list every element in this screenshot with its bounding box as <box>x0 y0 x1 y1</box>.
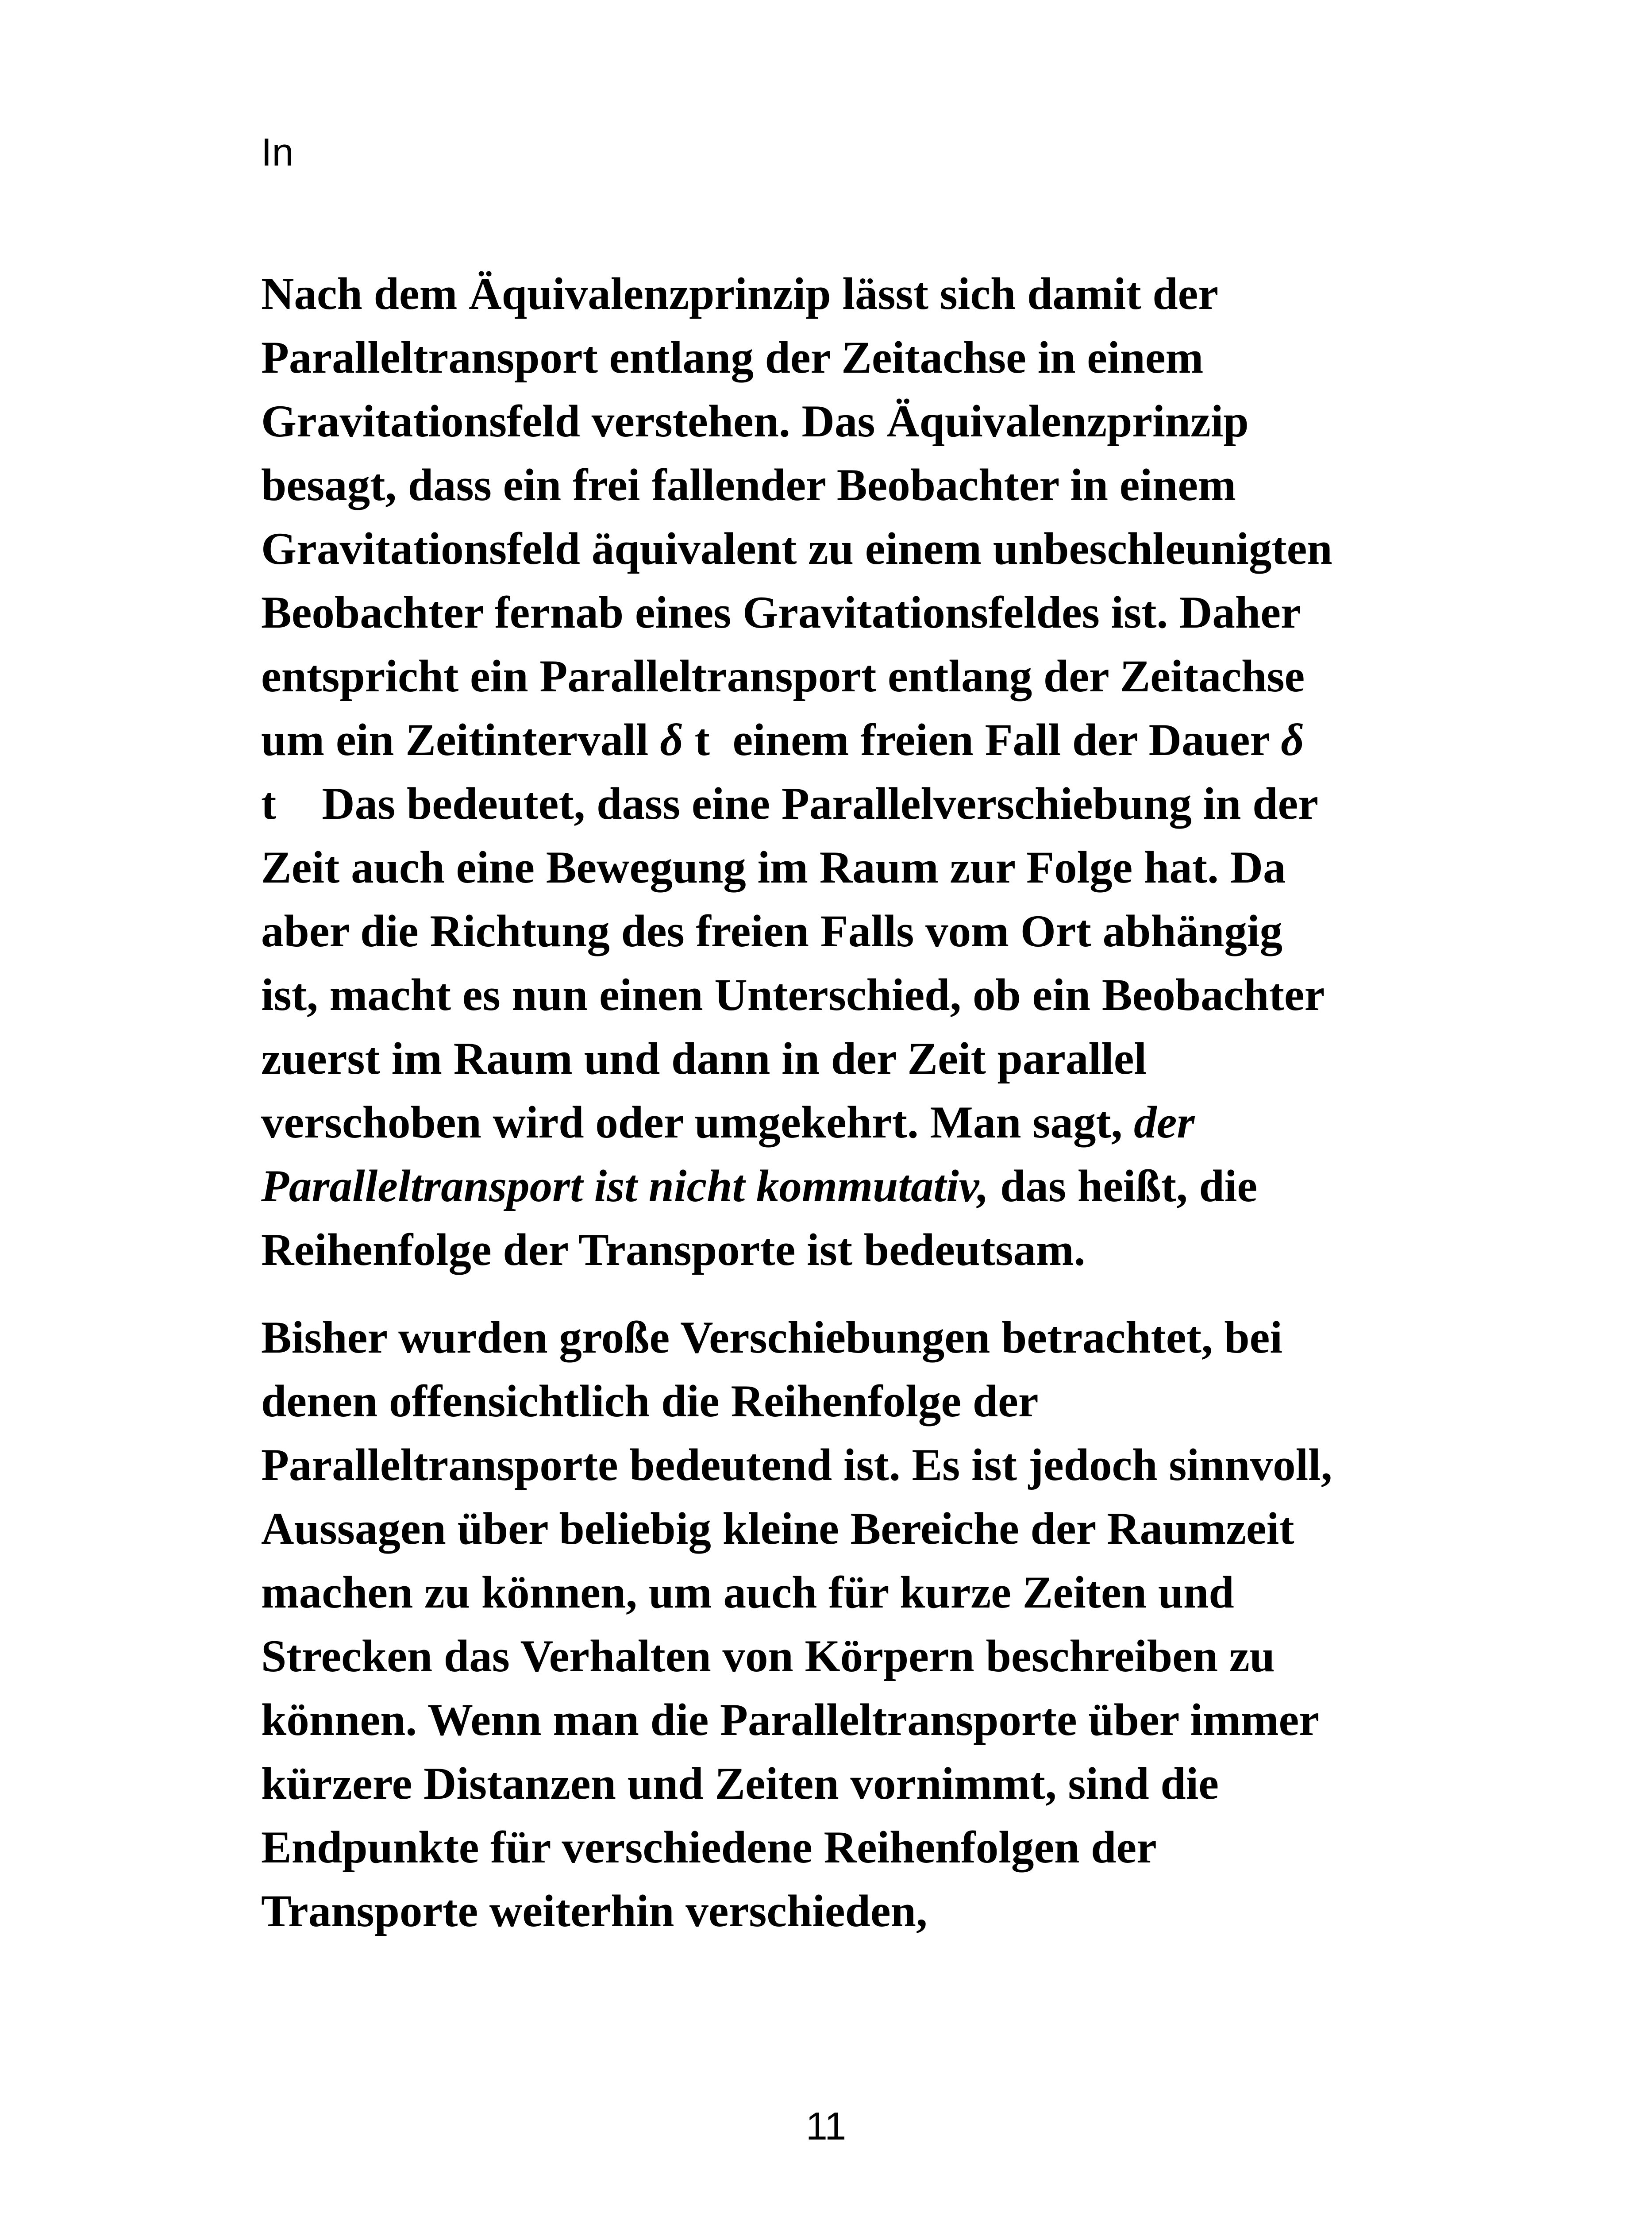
text-run: Aussagen über beliebig kleine Bereiche der Raumzeit <box>261 1504 1294 1554</box>
text-run: um ein Zeitintervall <box>261 715 660 765</box>
text-run: denen offensichtlich die Reihenfolge der <box>261 1376 1039 1426</box>
text-run: Gravitationsfeld äquivalent zu einem unbeschleunigten <box>261 524 1332 574</box>
emphasis-text: Paralleltransport ist nicht kommutativ, <box>261 1161 989 1211</box>
paragraph <box>261 262 1421 1282</box>
text-line <box>261 772 1421 836</box>
text-line <box>261 1306 1421 1369</box>
text-run: Transporte weiterhin verschieden, <box>261 1886 928 1936</box>
text-line <box>261 1879 1421 1943</box>
text-run: zuerst im Raum und dann in der Zeit parallel <box>261 1033 1147 1084</box>
text-line <box>261 1091 1421 1154</box>
delta-symbol: δ <box>1281 715 1304 765</box>
text-run: ist, macht es nun einen Unterschied, ob ein Beobachter <box>261 970 1325 1020</box>
text-run: entspricht ein Paralleltransport entlang der Zeitachse <box>261 651 1305 702</box>
emphasis-text: der <box>1134 1097 1195 1148</box>
running-head: In <box>261 130 294 174</box>
text-line <box>261 1816 1421 1879</box>
paragraph <box>261 1306 1421 1943</box>
body-text <box>261 262 1421 1943</box>
text-line <box>261 1433 1421 1497</box>
text-line <box>261 1154 1421 1218</box>
text-line <box>261 517 1421 581</box>
text-run: besagt, dass ein frei fallender Beobachter in einem <box>261 460 1236 510</box>
text-line <box>261 1624 1421 1688</box>
text-line <box>261 1752 1421 1816</box>
text-run: t Das bedeutet, dass eine Parallelverschiebung in der <box>261 779 1318 829</box>
text-run: machen zu können, um auch für kurze Zeiten und <box>261 1567 1234 1618</box>
text-line <box>261 389 1421 453</box>
text-line <box>261 262 1421 326</box>
text-line <box>261 326 1421 389</box>
text-line <box>261 453 1421 517</box>
text-line <box>261 1688 1421 1752</box>
text-run: Endpunkte für verschiedene Reihenfolgen der <box>261 1822 1157 1873</box>
text-run: verschoben wird oder umgekehrt. Man sagt, <box>261 1097 1134 1148</box>
text-run: Paralleltransporte bedeutend ist. Es ist jedoch sinnvoll, <box>261 1440 1332 1490</box>
text-line <box>261 1027 1421 1091</box>
text-line <box>261 963 1421 1027</box>
text-run: Strecken das Verhalten von Körpern beschreiben zu <box>261 1631 1275 1681</box>
text-line <box>261 1369 1421 1433</box>
text-run: Zeit auch eine Bewegung im Raum zur Folge hat. Da <box>261 842 1286 893</box>
text-line <box>261 899 1421 963</box>
text-line <box>261 644 1421 708</box>
text-line <box>261 581 1421 644</box>
text-run: können. Wenn man die Paralleltransporte über immer <box>261 1695 1319 1745</box>
text-line <box>261 1218 1421 1282</box>
text-line <box>261 708 1421 772</box>
text-run: das heißt, die <box>989 1161 1258 1211</box>
text-line <box>261 1497 1421 1561</box>
text-run: Reihenfolge der Transporte ist bedeutsam. <box>261 1225 1086 1275</box>
delta-symbol: δ <box>660 715 683 765</box>
text-run: kürzere Distanzen und Zeiten vornimmt, sind die <box>261 1758 1219 1809</box>
page-number: 11 <box>805 2104 847 2148</box>
text-run: aber die Richtung des freien Falls vom Ort abhängig <box>261 906 1283 956</box>
text-run: Gravitationsfeld verstehen. Das Äquivalenzprinzip <box>261 396 1249 447</box>
text-line <box>261 1561 1421 1624</box>
text-run: Bisher wurden große Verschiebungen betrachtet, bei <box>261 1312 1282 1363</box>
text-run: Beobachter fernab eines Gravitationsfeldes ist. Daher <box>261 587 1301 638</box>
text-run: Nach dem Äquivalenzprinzip lässt sich damit der <box>261 269 1219 319</box>
text-line <box>261 836 1421 899</box>
text-run: t einem freien Fall der Dauer <box>683 715 1281 765</box>
text-run: Paralleltransport entlang der Zeitachse in einem <box>261 332 1204 383</box>
